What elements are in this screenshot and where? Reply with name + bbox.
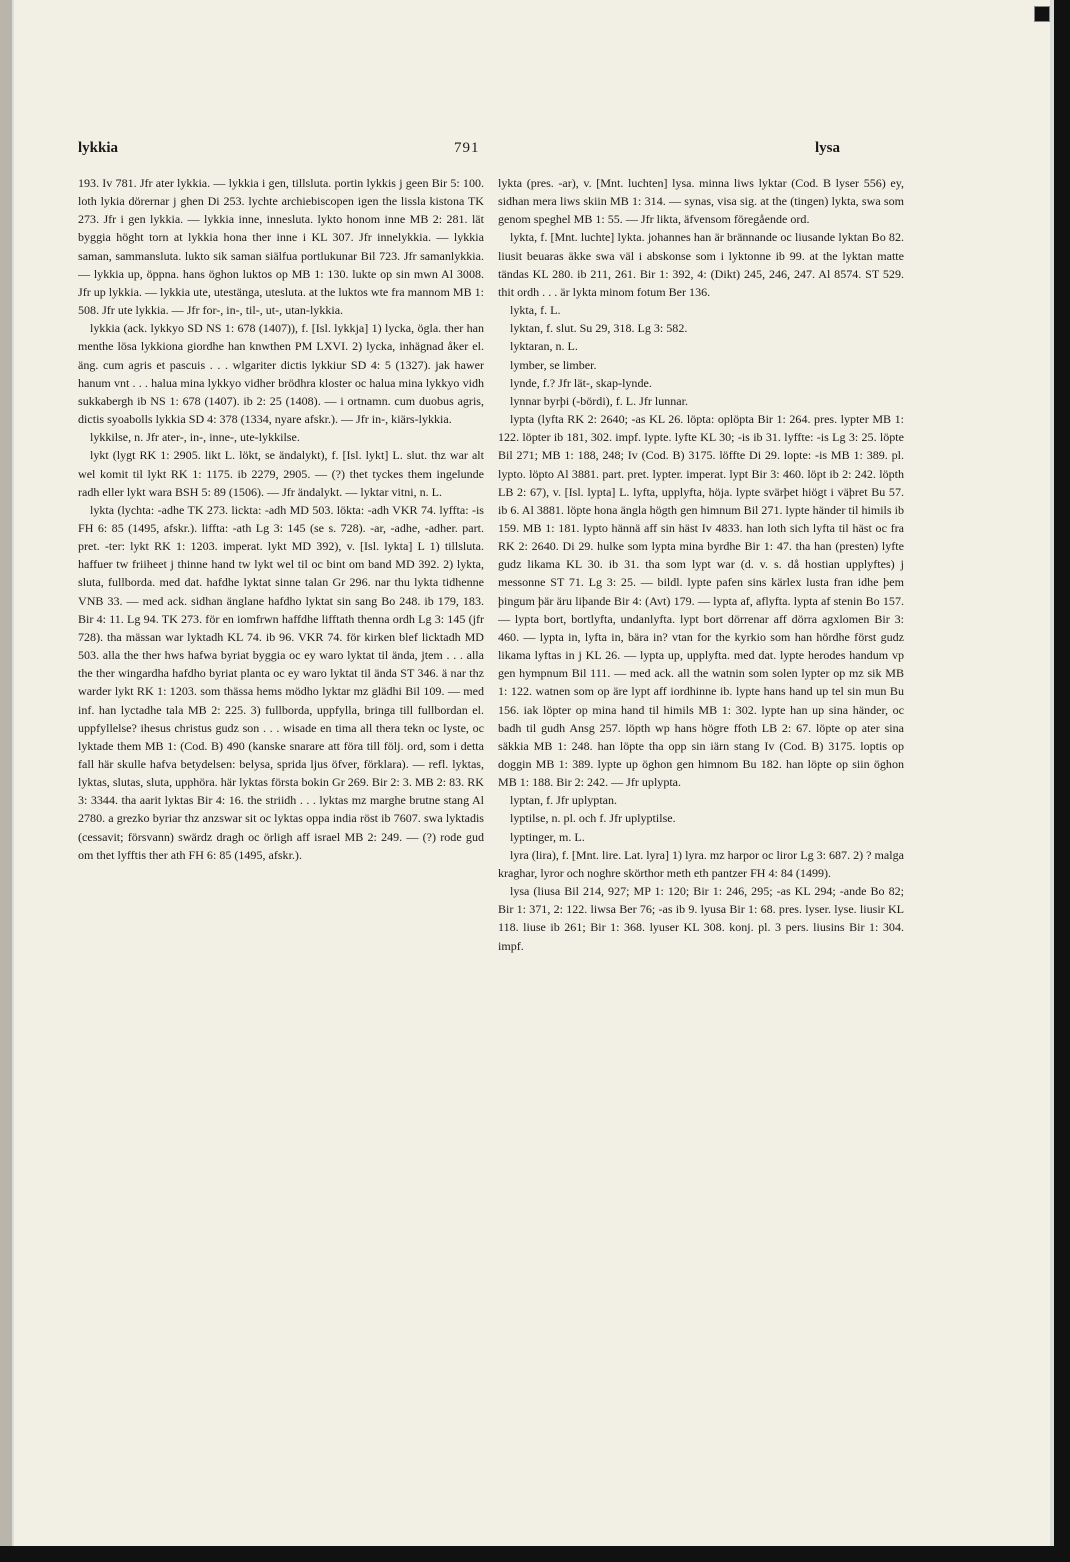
dictionary-entry: lykt (lygt RK 1: 2905. likt L. lökt, se ändalykt), f. [Isl. lykt] L. slut. thz war alt wel komit til lykt RK 1: 1175. ib 2279, 2905. — (?) thet tyckes them ingelunde radh eller lykt wara BSH 5: 89 (1506). — Jfr ändalykt. — lyktar vitni, n. L.: [78, 448, 484, 499]
dictionary-entry: lyktaran, n. L.: [510, 339, 578, 354]
dictionary-entry: lyptilse, n. pl. och f. Jfr uplyptilse.: [510, 811, 676, 826]
dictionary-entry: lykkilse, n. Jfr ater-, in-, inne-, ute-lykkilse.: [90, 430, 300, 445]
left-column: [78, 174, 484, 1399]
dictionary-entry: lykta (pres. -ar), v. [Mnt. luchten] lysa. minna liws lyktar (Cod. B lyser 556) ey, sidhan mera liws skiin MB 1: 314. — synas, visa sig. at the (tingen) lykta, swa som genom speghel MB 1: 55. — Jfr likta, äfvensom föregående ord.: [498, 176, 904, 227]
running-head-right: lysa: [815, 140, 841, 156]
right-column: [498, 174, 904, 1399]
dictionary-entry: lyptan, f. Jfr uplyptan.: [510, 793, 618, 808]
scan-edge-bottom: [0, 1546, 1070, 1562]
dictionary-entry: lykta (lychta: -adhe TK 273. lickta: -adh MD 503. lökta: -adh VKR 74. lyffta: -is FH 6: 85 (1495, afskr.). liffta: -ath Lg 3: 145 (se s. 728). -ar, -adhe, -adher. part. pret. -ter: lykt RK 1: 1203. imperat. lykt MD 392), v. [Isl. lykta] L 1) tillsluta. haffuer tw friiheet j thinne hand tw lykt wel til oc bint om band MD 392. 2) lykta, sluta, fullborda. med dat. hafdhe lyktat sinne talan Gr 296. nar thu lykta tidhenne VNB 33. — med ack. sidhan änglane hafdho lyktat sin sang Bo 248. ib 179, 183. Bir 4: 11. Lg 94. TK 273. för en iomfrwn haffdhe lifftath thenna ordh Lg 3: 145 (jfr 728). tha mässan war lyktadh KL 74. ib 96. VKR 74. för kirken blef licktadh MD 503. alla the ther hws hafwa byriat byggia oc ey waro lyktat til ända, jtem . . . alla the ther wingardha hafdho byriat planta oc ey waro lyktat til ända ST 346. ä nar thz warder lykt RK 1: 1203. som thässa hems mödho lyktar mz glädhi Bil 109. — med inf. han lyctadhe tala MB 2: 225. 3) fullborda, uppfylla, bringa till fullbordan el. uppfyllelse? ihesus christus gudz son . . . wisade en tima all thera tekn oc lyste, oc lyktade them MB 1: (Cod. B) 490 (kanske snarare att föra till följ. ord, som i detta fall här skulle hafva betydelsen: belysa, sprida ljus öfver, förklara). — refl. lyktas, lyktas, slutas, sluta, upphöra. här lyktas första bokin Gr 269. Bir 2: 3. MB 2: 83. RK 3: 3344. tha aarit lyktas Bir 4: 16. the striidh . . . lyktas mz marghe brutne stang Al 2780. a grezko byriar thz anzswar sit oc lyktas oppa india röst ib 7607. swa lyktadis (cessavit; försvann) swärdz dragh oc örligh aff israel MB 2: 249. — (?) rode gud om thet lyfftis ther ath FH 6: 85 (1495, afskr.).: [78, 502, 484, 862]
page-number: 791: [454, 140, 480, 156]
dictionary-entry: lysa (liusa Bil 214, 927; MP 1: 120; Bir 1: 246, 295; -as KL 294; -ande Bo 82; Bir 1: 371, 2: 122. liwsa Ber 76; -as ib 9. lyusa Bir 1: 68. pres. lyser. lyse. liusir KL 118. liuse ib 261; Bir 1: 368. lyuser KL 308. konj. pl. 3 pers. liusins Bir 1: 304. impf.: [498, 884, 904, 953]
dictionary-entry: lymber, se limber.: [510, 357, 597, 372]
dictionary-entry: lynnar byrþi (-bördi), f. L. Jfr lunnar.: [510, 393, 688, 408]
dictionary-entry: lykkia (ack. lykkyo SD NS 1: 678 (1407)), f. [Isl. lykkja] 1) lycka, ögla. ther han menthe lösa lykkiona giordhe han knwthen PM LXVI. 2) lycka, inhägnad åker el. äng. cum agris et pascuis . . . wlgariter dictis lykkiur SD 4: 5 (1327). jak hawer hanum vnt . . . halua mina lykkyo vidher brödhra kloster oc halua mina lykkyo vidh sukkabergh ib NS 1: 678 (1407). ib 2: 25 (1408). — i ortnamn. cum duobus agris, dictis syoabolls lykkia SD 4: 378 (1334, nyare afskr.). — Jfr in-, kiärs-lykkia.: [78, 321, 484, 427]
scan-edge-right: [1054, 0, 1070, 1562]
dictionary-entry: lyptinger, m. L.: [510, 829, 585, 844]
dictionary-entry: lypta (lyfta RK 2: 2640; -as KL 26. löpta: oplöpta Bir 1: 264. pres. lypter MB 1: 122. löpter ib 181, 302. impf. lypte. lyfte KL 30; -is ib 31. lyffte: -is Lg 3: 25. löpte Bil 271; MB 1: 188, 248; Iv (Cod. B) 3175. löffte Di 29. lopte: -is MB 1: 389. pl. lypto. löpto Al 3881. part. pret. lypter. imperat. lypt Bir 3: 460. löpt ib 2: 242. löpth LB 2: 67), v. [Isl. lypta] L. lyfta, upplyfta, höja. lypte svärþet hiögt i väþret Bu 57. ib 6. Al 3881. löpte hona ängla högth gen himnum Bil 271. lypte händer til himils ib 159. MB 1: 181. lypto hännä aff sin häst Iv 4833. han loth sich lyfta til häst oc fra RK 2: 2640. Di 29. hulke som lypta mina byrdhe Bir 1: 47. tha han (presten) lyfte gudz likama KL 30. ib 31. tha som lypt war (d. v. s. då hostian upplyftes) j messonne ST 71. Lg 3: 25. — bildl. lypte pafen sins kärlex lusta fran idhe þem þingum þär äru liþande Bir 4: (Avt) 179. — lypta af, aflyfta. lypta af stenin Bo 157. — lypta bort, bortlyfta, undanlyfta. lypt bort dörrenar aff dörra agxlomen Bir 3: 460. — lypta in, lyfta in, bära in? vtan for the kyrkio som han hördhe först gudz likama lyftas in j KL 26. — lypta up, upplyfta. med dat. lypte herodes handum vp gen hympnum Bil 111. — med ack. all the watnin som solen lypter op mz sik MB 1: 122. watnen som op äre lypt aff iordhinne ib. lypte hans hand up tel sin mun Bu 156. iak löpter op mina hand til himils MB 1: 302. lypte han up sina händer, oc badh til gudh Ansg 257. löpth wp hans högre ffoth LB 2: 67. löpte op ater sina säkkia MB 1: 248. han löpte tha opp sin iärn stang Iv (Cod. B) 3175. loptis op doggin MB 1: 389. lypte up öghon gen himnom Bu 182. han löpte op siin öghon MB 1: 188. Bir 2: 242. — Jfr uplypta.: [498, 412, 904, 790]
dictionary-entry: lynde, f.? Jfr lät-, skap-lynde.: [510, 375, 652, 390]
scan-registration-mark: [1034, 6, 1050, 22]
dictionary-entry: lyktan, f. slut. Su 29, 318. Lg 3: 582.: [510, 321, 688, 336]
scan-edge-left: [0, 0, 12, 1562]
dictionary-page: [14, 0, 1050, 1546]
dictionary-entry: lykta, f. L.: [510, 303, 561, 318]
dictionary-entry: lykta, f. [Mnt. luchte] lykta. johannes han är brännande oc liusande lyktan Bo 82. liusit beuaras äkke swa väl i abskonse som i lyktonne ib 99. at the lyktan matte tändas KL 280. ib 211, 261. Bir 1: 392, 4: (Dikt) 245, 246, 247. Al 8574. ST 529. thit ordh . . . är lykta minom fotum Ber 136.: [498, 230, 904, 299]
dictionary-entry: 193. Iv 781. Jfr ater lykkia. — lykkia i gen, tillsluta. portin lykkis j geen Bir 5: 100. loth lykia dörernar j ghen Di 253. lychte archiebiscopen igen the lissla kistona TK 273. Jfr i gen lykkia. — lykkia inne, innesluta. lykto honom inne MB 2: 281. lät byggia höght torn at lykkia hona ther inne i KL 307. Jfr innelykkia. — lykkia saman, sammansluta. lukto sik saman siälfua portlukunar Bil 723. Jfr samanlykkia. — lykkia up, öppna. hans öghon luktos op MB 1: 130. lukte op sin mwn Al 3008. Jfr up lykkia. — lykkia ute, utestänga, utesluta. at the luktos wte fra mannom MB 1: 508. Jfr ute lykkia. — Jfr for-, in-, til-, ut-, utan-lykkia.: [78, 176, 484, 318]
dictionary-entry: lyra (lira), f. [Mnt. lire. Lat. lyra] 1) lyra. mz harpor oc liror Lg 3: 687. 2) ? malga kraghar, lyror och noghre skörthor meth eth pantzer FH 4: 84 (1499).: [498, 847, 904, 880]
running-head-left: lykkia: [78, 140, 119, 156]
